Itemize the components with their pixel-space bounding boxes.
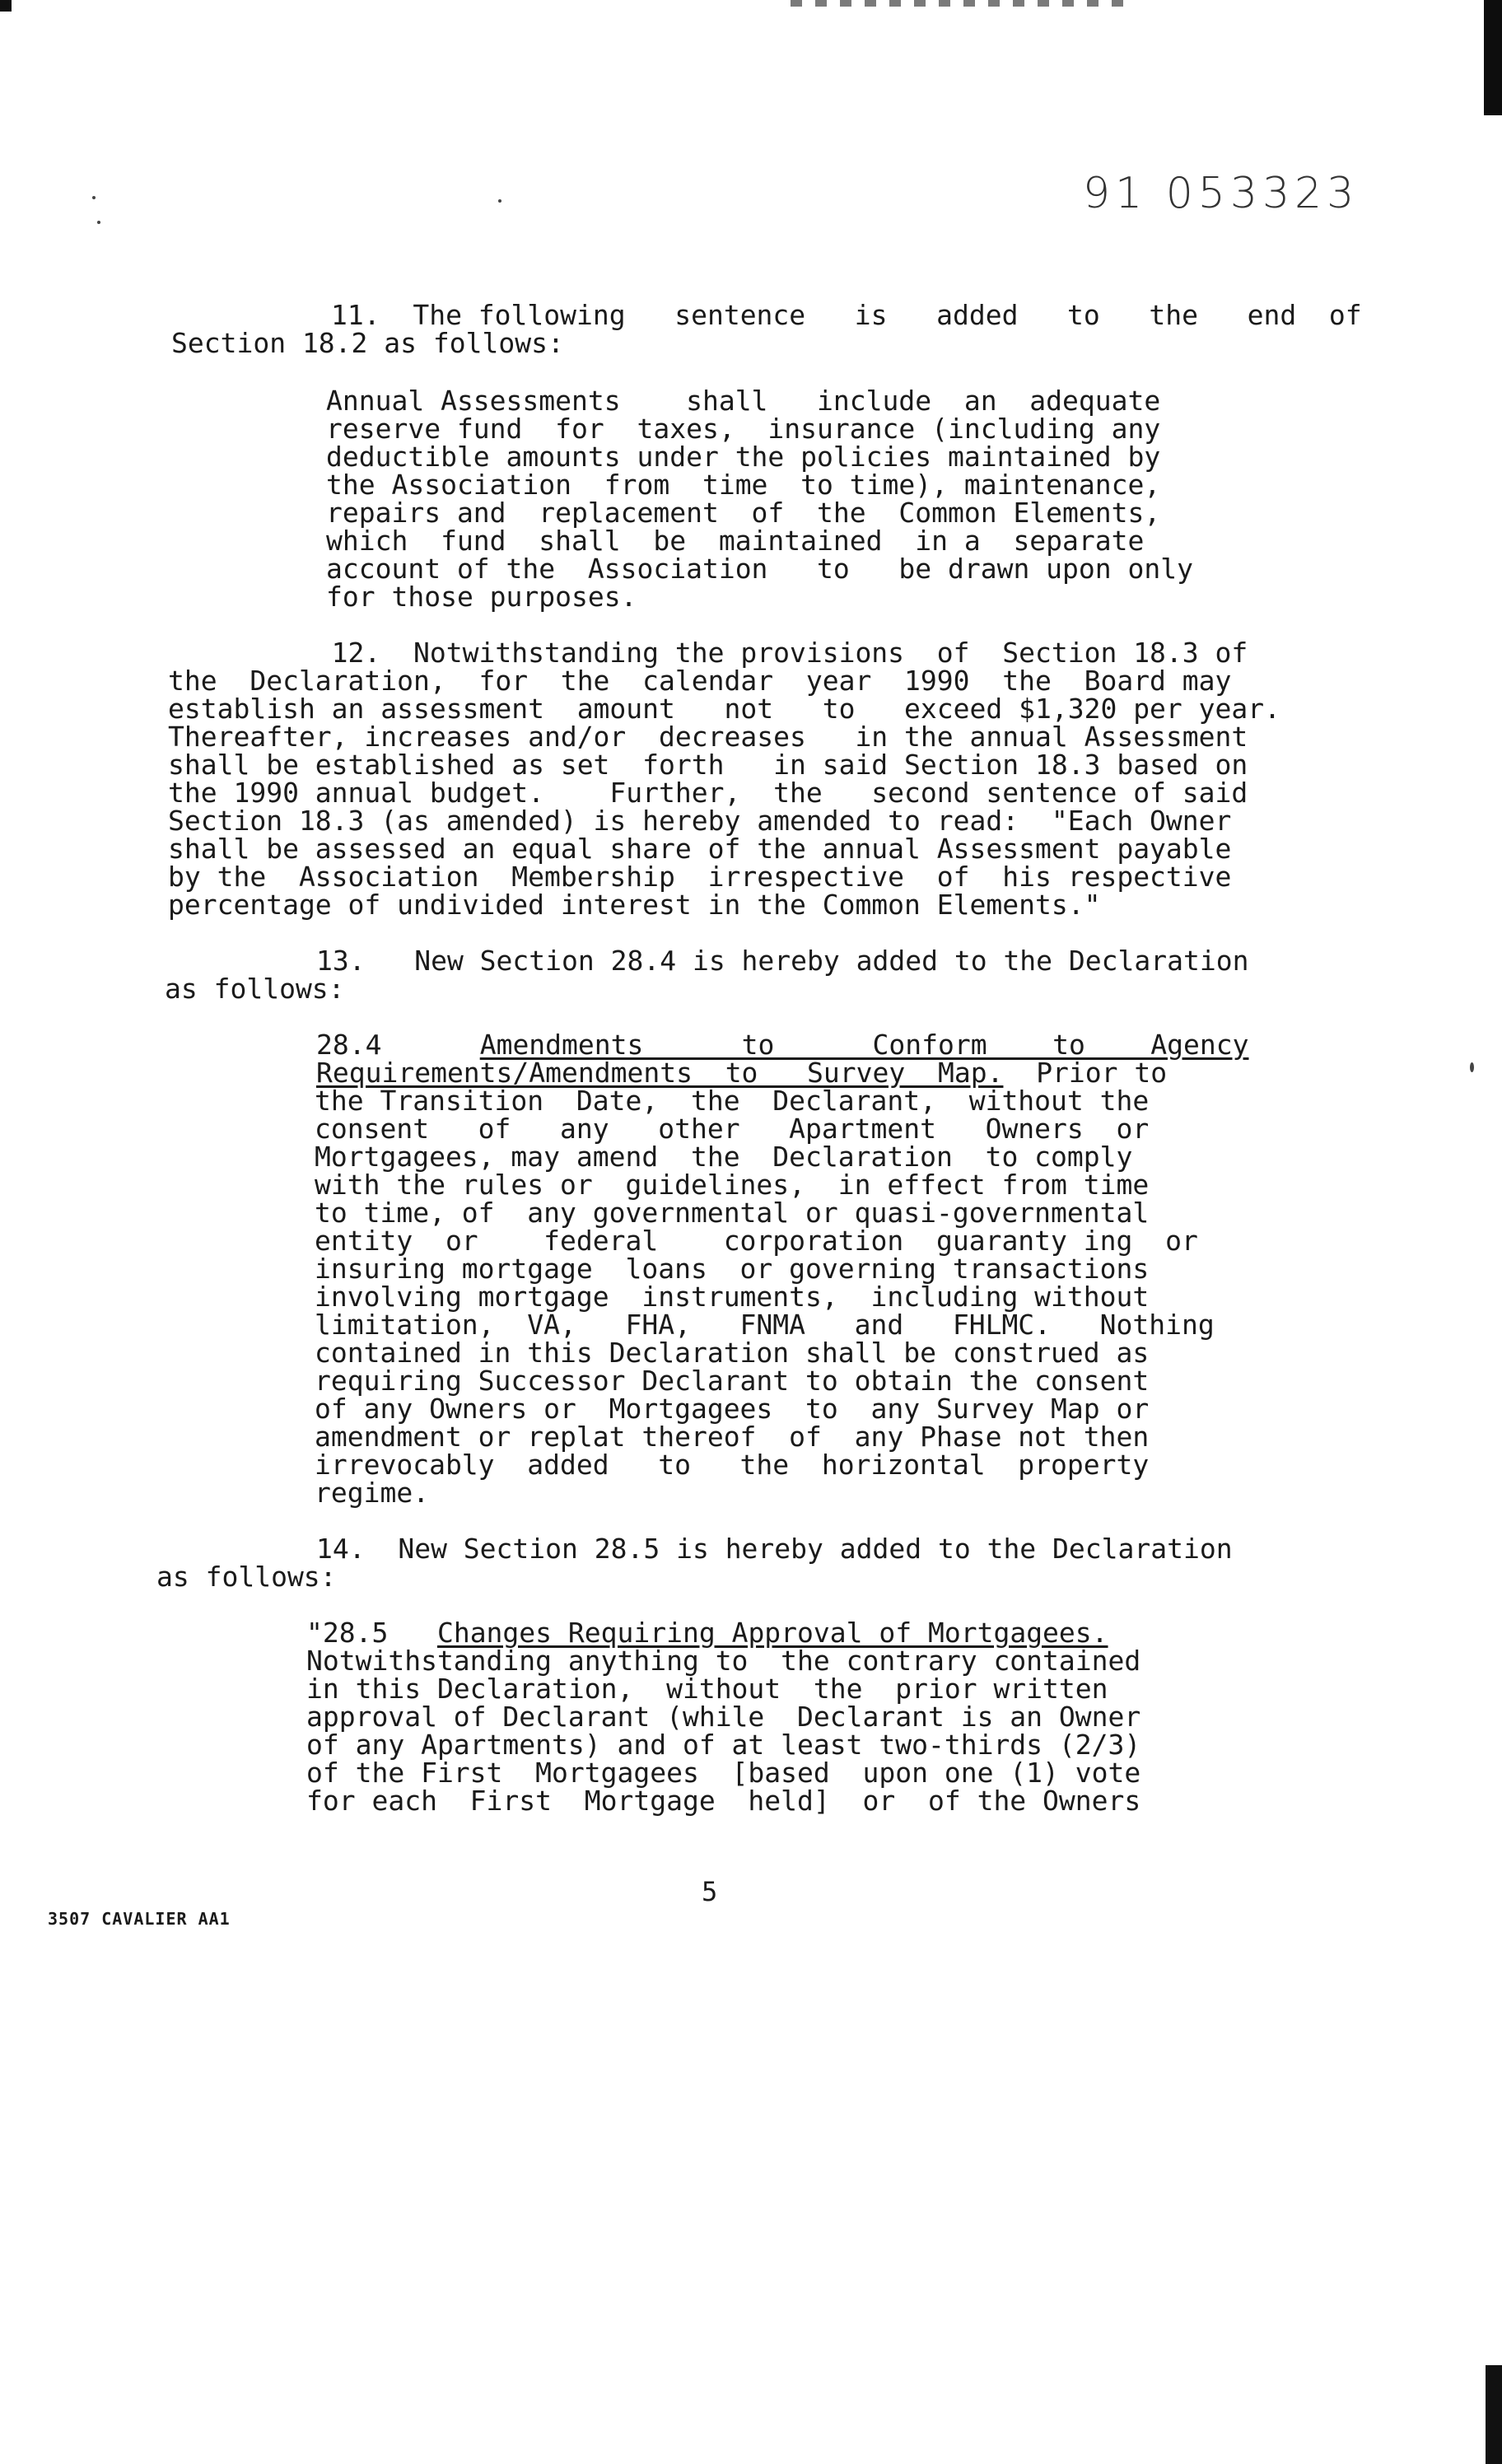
section-11-intro-line2: Section 18.2 as follows: bbox=[171, 327, 564, 359]
section-28-4-number: 28.4 bbox=[316, 1029, 382, 1061]
document-number: 91 053323 bbox=[1083, 169, 1360, 218]
section-28-4-heading-part2: Requirements/Amendments to Survey Map. bbox=[316, 1057, 1004, 1089]
section-11-intro-line1: 11. The following sentence is added to the end of bbox=[331, 299, 1362, 331]
section-12-paragraph: 12. Notwithstanding the provisions of Section 18.3 of the Declaration, for the calendar year 1990 the Board may establish an assessment amount not to exceed $1,320 per year. Thereafter, increases and/or decreases in the annual Assessment shall be established as set forth in said Section 18.3 based on the 1990 annual budget. Further, the second sentence of said Section 18.3 (as amended) is hereby amended to read: "Each Owner shall be assessed an equal share of the annual Assessment payable by the Association Membership irrespective of his respective percentage of undivided interest in the Common Elements." bbox=[168, 637, 1281, 921]
scan-speck bbox=[498, 199, 501, 203]
section-14-intro-line2: as follows: bbox=[156, 1561, 337, 1593]
section-28-5-body: Notwithstanding anything to the contrary contained in this Declaration, without the prior written approval of Declarant (while Declarant is an Owner of any Apartments) and of at least two-thirds (2/3) of the First Mortgagees [based upon one (1) vote for each First Mortgage held] or of the Owners bbox=[306, 1645, 1141, 1817]
page-number: 5 bbox=[702, 1876, 718, 1907]
section-13-intro-line2: as follows: bbox=[165, 973, 345, 1005]
section-28-5-heading-line bbox=[306, 1619, 1108, 1647]
section-14-intro-line1: 14. New Section 28.5 is hereby added to the Declaration bbox=[316, 1533, 1233, 1565]
scan-edge-bottom-right bbox=[1486, 2365, 1502, 2464]
section-11-quote: Annual Assessments shall include an adequate reserve fund for taxes, insurance (including any deductible amounts under the policies maintained by the Association from time to time), maintenance, repairs and replacement of the Common Elements, which fund shall be maintained in a separate account of the Association to be drawn upon only for those purposes. bbox=[326, 385, 1193, 613]
section-28-5-heading: Changes Requiring Approval of Mortgagees. bbox=[436, 1617, 1108, 1649]
scan-speck bbox=[92, 196, 96, 199]
scan-top-noise bbox=[791, 0, 1136, 7]
section-28-4-heading-part1: Amendments to Conform to Agency bbox=[479, 1029, 1249, 1061]
section-28-4-heading-line1 bbox=[316, 1031, 1248, 1059]
scan-edge-top-left bbox=[0, 0, 12, 12]
scan-edge-top-right bbox=[1484, 0, 1502, 115]
scan-speck bbox=[97, 221, 100, 224]
section-28-4-heading-tail: Prior to bbox=[1003, 1057, 1168, 1089]
section-28-4-body: the Transition Date, the Declarant, without the consent of any other Apartment Owners or Mortgagees, may amend the Declaration to comply with the rules or guidelines, in effect from time to time, of any governmental or quasi-governmental entity or federal corporation guaranty ing or insuring mortgage loans or governing transactions involving mortgage instruments, including without limitation, VA, FHA, FNMA and FHLMC. Nothing contained in this Declaration shall be construed as requiring Successor Declarant to obtain the consent of any Owners or Mortgagees to any Survey Map or amendment or replat thereof of any Phase not then irrevocably added to the horizontal property regime. bbox=[315, 1085, 1215, 1509]
section-13-intro-line1: 13. New Section 28.4 is hereby added to the Declaration bbox=[316, 945, 1249, 977]
section-28-5-number: "28.5 bbox=[306, 1617, 389, 1649]
scan-speck bbox=[1470, 1062, 1474, 1072]
footer-code: 3507 CAVALIER AA1 bbox=[48, 1909, 231, 1929]
section-28-4-heading-line2 bbox=[316, 1059, 1167, 1087]
